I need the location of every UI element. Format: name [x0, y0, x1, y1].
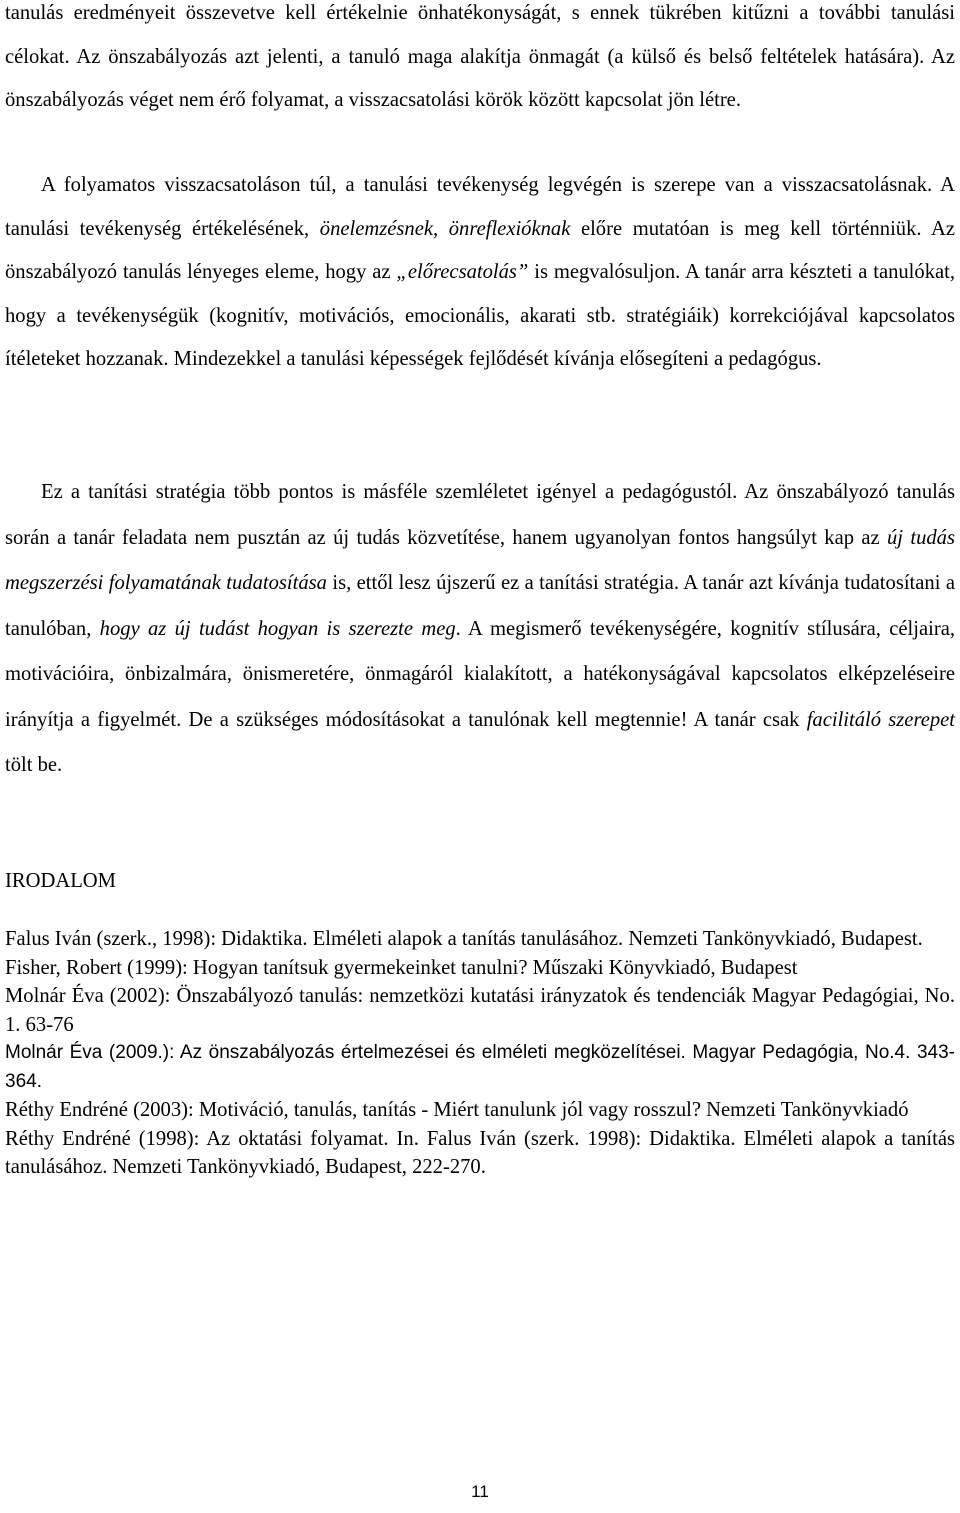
paragraph-3-text: Ez a tanítási stratégia több pontos is másféle szemléletet igényel a pedagógustól. Az önszabályozó tanulás során a tanár feladata nem pusztán az új tudás közvetítése, hanem ugyanolyan fontos hangsúlyt kap az — [5, 481, 955, 549]
reference-item: Falus Iván (szerk., 1998): Didaktika. Elméleti alapok a tanítás tanulásához. Nemzeti Tankönyvkiadó, Budapest. — [5, 928, 923, 950]
paragraph-2-emphasis: önelemzésnek, önreflexióknak — [319, 217, 571, 240]
paragraph-3 — [5, 470, 955, 789]
page-number: 11 — [471, 1482, 489, 1501]
reference-item: Molnár Éva (2009.): Az önszabályozás értelmezései és elméleti megközelítései. Magyar Pedagógia, No.4. 343-364. — [5, 1042, 955, 1092]
reference-item: Réthy Endréné (2003): Motiváció, tanulás, tanítás - Miért tanulunk jól vagy rosszul? Nemzeti Tankönyvkiadó — [5, 1099, 909, 1121]
reference-item: Molnár Éva (2002): Önszabályozó tanulás: nemzetközi kutatási irányzatok és tendenciák Magyar Pedagógiai, No. 1. 63-76 — [5, 985, 955, 1036]
paragraph-2-text: előre mutatóan is meg kell történniük. Az önszabályozó tanulás lényeges eleme, hogy az — [5, 217, 955, 284]
paragraph-2 — [5, 164, 955, 382]
reference-item: Fisher, Robert (1999): Hogyan tanítsuk gyermekeinket tanulni? Műszaki Könyvkiadó, Budapest — [5, 956, 798, 979]
reference-item: Réthy Endréné (1998): Az oktatási folyamat. In. Falus Iván (szerk. 1998): Didaktika. Elméleti alapok a tanítás tanulásához. Nemzeti Tankönyvkiadó, Budapest, 222-270. — [5, 1127, 955, 1178]
paragraph-2-text: is megvalósuljon. A tanár arra készteti a tanulókat, hogy a tevékenységük (kognitív, motivációs, emocionális, akarati stb. stratégiáik) korrekciójával kapcsolatos ítéleteket hozzanak. Mindezekkel a tanulási képességek fejlődését kívánja elősegíteni a pedagógus. — [5, 261, 956, 371]
paragraph-1 — [5, 0, 955, 123]
paragraph-2-emphasis: „előrecsatolás” — [396, 261, 529, 284]
paragraph-3-emphasis: facilitáló szerepet — [806, 708, 955, 731]
paragraph-3-text: tölt be. — [5, 754, 63, 776]
paragraph-3-text: . A megismerő tevékenységére, kognitív stílusára, céljaira, motivációira, önbizalmára, önismeretére, önmagáról kialakított, a hatékonyságával kapcsolatos elképzeléseire irányítja a figyelmét. De a szükséges módosításokat a tanulónak kell megtennie! A tanár csak — [5, 617, 955, 731]
paragraph-3-text: is, ettől lesz újszerű ez a tanítási stratégia. A tanár azt kívánja tudatosítani a tanulóban, — [5, 572, 955, 640]
paragraph-2-text: A folyamatos visszacsatoláson túl, a tanulási tevékenység legvégén is szerepe van a visszacsatolásnak. A tanulási tevékenység értékelésének, — [5, 174, 955, 240]
paragraph-1-text: tanulás eredményeit összevetve kell értékelnie önhatékonyságát, s ennek tükrében kitűzni a további tanulási célokat. Az önszabályozás azt jelenti, a tanuló maga alakítja önmagát (a külső és belső feltételek hatására). Az önszabályozás véget nem érő folyamat, a visszacsatolási körök között kapcsolat jön létre. — [5, 2, 955, 112]
paragraph-3-emphasis: új tudás megszerzési folyamatának tudatosítása — [5, 526, 955, 594]
references-heading: IRODALOM — [5, 870, 116, 892]
references-list — [5, 925, 955, 1182]
paragraph-3-emphasis: hogy az új tudást hogyan is szerezte meg — [99, 617, 456, 640]
